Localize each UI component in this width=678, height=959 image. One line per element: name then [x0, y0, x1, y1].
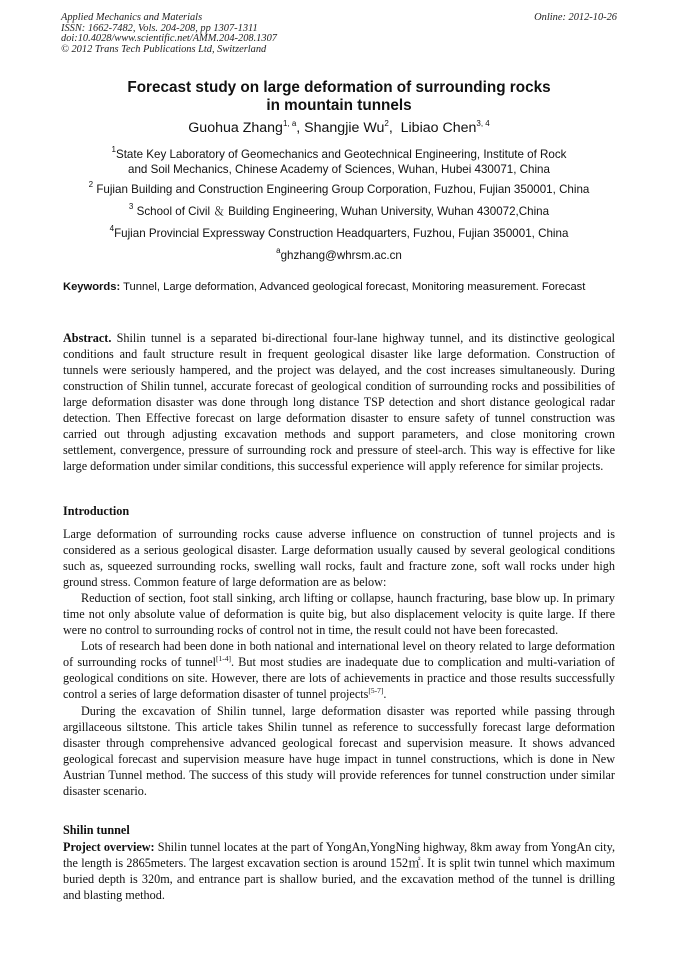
title-line-2: in mountain tunnels [266, 97, 412, 114]
paragraph: Reduction of section, foot stall sinking, arch lifting or collapse, haunch fracturing, base blow up. In primary time not only absolute value of deformation is quite big, but also displacement velocity is quite large. If there were no control to surrounding rocks of control not in time, the result could not have been forecasted. [63, 591, 615, 638]
doi-line: doi:10.4028/www.scientific.net/AMM.204-208.1307 [61, 33, 277, 45]
affiliation-text: and Soil Mechanics, Chinese Academy of Sciences, Wuhan, Hubei 430071, China [128, 162, 550, 176]
citation[interactable]: [5-7] [368, 686, 384, 696]
journal-name: Applied Mechanics and Materials [61, 12, 203, 23]
corresponding-email [61, 246, 617, 264]
section-heading-introduction: Introduction [63, 504, 130, 518]
abstract [63, 330, 615, 474]
author-name: Libiao Chen [400, 120, 477, 136]
paper-title [61, 79, 617, 115]
author-list [61, 119, 617, 137]
email-address[interactable]: ghzhang@whrsm.ac.cn [280, 249, 402, 262]
affiliation-mark: 2 [88, 180, 94, 189]
author-separator: , [388, 120, 401, 136]
paragraph: During the excavation of Shilin tunnel, large deformation disaster was reported while passing through argillaceous siltstone. This article takes Shilin tunnel as reference to successfully forecast large deformation disaster through comprehensive advanced geological forecast and supervision measure. It shows advanced geological forecast and supervision measure have huge impact in tunnel constructions, which is done in New Austrian Tunnel method. The success of this study will provide references for tunnel construction under similar disaster scenario. [63, 703, 615, 798]
keywords [63, 281, 615, 295]
affiliation-text: School of Civil ＆ Building Engineering, Wuhan University, Wuhan 430072,China [133, 205, 550, 218]
keywords-text: Tunnel, Large deformation, Advanced geological forecast, Monitoring measurement. Forecast [120, 281, 586, 293]
section-heading-shilin-tunnel: Shilin tunnel [63, 823, 130, 837]
paragraph-text: . [383, 687, 387, 702]
project-overview-text: Shilin tunnel locates at the part of YongAn,YongNing highway, 8km away from YongAn city, the length is 2865meters. The largest excavation section is around 152㎡. It is split twin tunnel which maximum buried depth is 320m, and entrance part is shallow buried, and the excavation method of the tunnel is drilling and blasting method. [63, 840, 616, 903]
online-date: Online: 2012-10-26 [534, 12, 617, 23]
copyright-line: © 2012 Trans Tech Publications Ltd, Switzerland [61, 43, 267, 55]
affiliation-1 [61, 145, 617, 177]
affiliation-mark: a [276, 246, 281, 255]
paragraph [63, 638, 615, 702]
affiliation-text: Fujian Provincial Expressway Construction Headquarters, Fuzhou, Fujian 350001, China [114, 227, 569, 240]
paragraph: Large deformation of surrounding rocks cause adverse influence on construction of tunnel projects and is considered as a serious geological disaster. Large deformation usually caused by several geological conditions such as, squeezed surrounding rocks, swelling wall rocks, fault and fracture zone, soft wall rocks under high ground stress. Common feature of large deformation are as below: [63, 527, 615, 590]
affiliation-4 [61, 224, 617, 242]
affiliation-2 [61, 180, 617, 198]
affiliation-3 [61, 202, 617, 220]
affiliation-mark: 4 [109, 224, 115, 233]
citation[interactable]: [1-4] [216, 654, 231, 664]
project-overview [63, 839, 615, 903]
issn-line: ISSN: 1662-7482, Vols. 204-208, pp 1307-1311 [61, 22, 258, 34]
keywords-label: Keywords: [63, 281, 121, 293]
project-overview-label: Project overview: [63, 840, 155, 854]
abstract-label: Abstract. [63, 331, 112, 345]
affiliation-text: State Key Laboratory of Geomechanics and Geotechnical Engineering, Institute of Rock [115, 148, 567, 161]
author-affiliation-mark: 1, a [282, 119, 297, 128]
author-affiliation-mark: 3, 4 [476, 119, 490, 128]
affiliation-text: Fujian Building and Construction Engineering Group Corporation, Fuzhou, Fujian 350001, China [93, 183, 590, 196]
author-name: Guohua Zhang [188, 120, 283, 136]
introduction-body [63, 526, 615, 799]
title-line-1: Forecast study on large deformation of surrounding rocks [127, 79, 551, 96]
paragraph-text: . But most studies are inadequate due to complication and multi-variation of geological conditions on site. However, there are lots of achievements in practice and those results successfully control a series of large deformation disaster of tunnel projects [63, 655, 615, 702]
author-affiliation-mark: 2 [384, 119, 389, 128]
author-separator: , [296, 120, 305, 136]
abstract-text: Shilin tunnel is a separated bi-directional four-lane highway tunnel, and its distinctive geological conditions and fault structure result in frequent geological disaster like large deformation. Construction of tunnels were seriously hampered, and the project was delayed, and the cost increases simultaneously. During construction of Shilin tunnel, accurate forecast of geological condition of surrounding rocks and possibilities of large deformation disaster was done through long distance TSP detection and short distance geological radar detection. Then Effective forecast on large deformation disaster to ensure safety of tunnel construction was carried out through adjusting excavation methods and support parameters, and close monitoring crown settlement, convergence, pressure of surrounding rock and pressure of steel-arch. This way is effective for like large deformation under similar conditions, this successful experience will apply reference for similar projects. [63, 331, 615, 474]
paragraph-text: Lots of research had been done in both national and international level on theory related to large deformation of surrounding rocks of tunnel [63, 639, 615, 670]
affiliation-mark: 1 [111, 145, 116, 154]
journal-header [61, 13, 617, 55]
author-name: Shangjie Wu [304, 120, 385, 136]
affiliation-mark: 3 [128, 202, 134, 211]
